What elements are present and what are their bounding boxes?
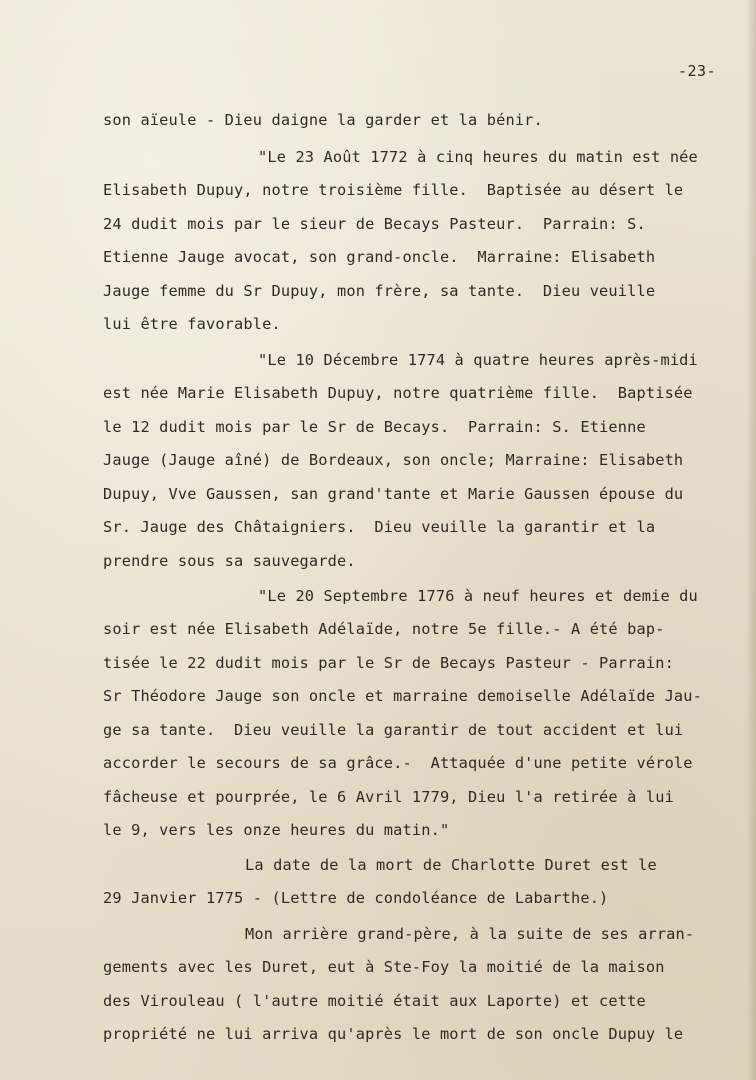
page-number: -23-	[678, 62, 717, 80]
text-line: est née Marie Elisabeth Dupuy, notre quatrième fille. Baptisée	[103, 384, 693, 402]
text-line: Mon arrière grand-père, à la suite de ses arran-	[245, 925, 695, 943]
text-line: lui être favorable.	[103, 315, 281, 333]
text-line: 29 Janvier 1775 - (Lettre de condoléance de Labarthe.)	[103, 889, 609, 907]
text-line: Jauge femme du Sr Dupuy, mon frère, sa tante. Dieu veuille	[103, 282, 656, 300]
text-line: propriété ne lui arriva qu'après le mort de son oncle Dupuy le	[103, 1025, 684, 1043]
text-line: "Le 23 Août 1772 à cinq heures du matin est née	[258, 148, 698, 166]
text-line: La date de la mort de Charlotte Duret est le	[245, 856, 657, 874]
text-line: tisée le 22 dudit mois par le Sr de Becays Pasteur - Parrain:	[103, 654, 674, 672]
text-line: fâcheuse et pourprée, le 6 Avril 1779, Dieu l'a retirée à lui	[103, 788, 674, 806]
text-line: Jauge (Jauge aîné) de Bordeaux, son oncle; Marraine: Elisabeth	[103, 451, 684, 469]
text-line: Etienne Jauge avocat, son grand-oncle. Marraine: Elisabeth	[103, 248, 656, 266]
text-line: "Le 10 Décembre 1774 à quatre heures après-midi	[258, 351, 698, 369]
text-line: prendre sous sa sauvegarde.	[103, 552, 356, 570]
text-line: "Le 20 Septembre 1776 à neuf heures et demie du	[258, 587, 698, 605]
text-line: accorder le secours de sa grâce.- Attaquée d'une petite vérole	[103, 754, 693, 772]
text-line: Sr. Jauge des Châtaigniers. Dieu veuille la garantir et la	[103, 518, 656, 536]
text-line: son aïeule - Dieu daigne la garder et la bénir.	[103, 111, 543, 129]
text-line: 24 dudit mois par le sieur de Becays Pasteur. Parrain: S.	[103, 215, 646, 233]
page-edge-shadow	[746, 0, 756, 1080]
text-line: ge sa tante. Dieu veuille la garantir de tout accident et lui	[103, 721, 684, 739]
text-line: Dupuy, Vve Gaussen, san grand'tante et Marie Gaussen épouse du	[103, 485, 684, 503]
text-line: Sr Théodore Jauge son oncle et marraine demoiselle Adélaïde Jau-	[103, 687, 703, 705]
text-line: le 9, vers les onze heures du matin."	[103, 821, 450, 839]
text-line: le 12 dudit mois par le Sr de Becays. Parrain: S. Etienne	[103, 418, 646, 436]
text-line: Elisabeth Dupuy, notre troisième fille. Baptisée au désert le	[103, 181, 684, 199]
text-line: gements avec les Duret, eut à Ste-Foy la moitié de la maison	[103, 958, 665, 976]
text-line: des Virouleau ( l'autre moitié était aux Laporte) et cette	[103, 992, 646, 1010]
text-line: soir est née Elisabeth Adélaïde, notre 5e fille.- A été bap-	[103, 620, 665, 638]
